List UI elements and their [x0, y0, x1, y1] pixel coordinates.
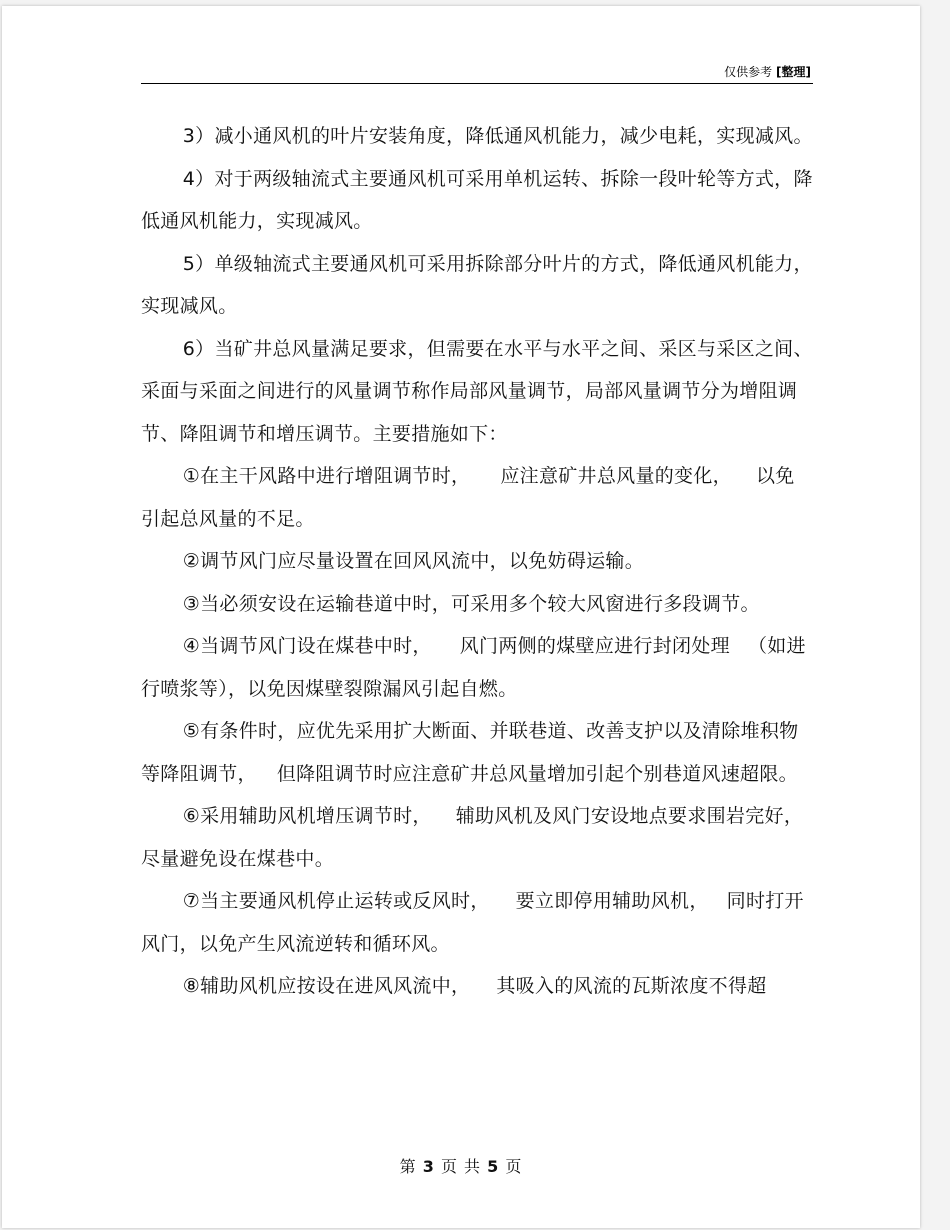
measure-5	[141, 710, 813, 795]
footer-page-number: 3	[422, 1157, 435, 1176]
measure-2	[141, 540, 813, 583]
header-bracket: [整理]	[776, 65, 811, 79]
measure-8-part-2: 其吸入的风流的瓦斯浓度不得超	[496, 975, 767, 997]
measure-4-part-1: ④当调节风门设在煤巷中时，	[182, 635, 432, 657]
measure-7-part-2: 要立即停用辅助风机，	[515, 890, 709, 912]
measure-5-part-2: 但降阻调节时应注意矿井总风量增加引起个别巷道风速超限。	[276, 762, 798, 785]
measure-6-part-1: ⑥采用辅助风机增压调节时，	[182, 805, 432, 827]
measure-1	[141, 455, 813, 540]
measure-2-text: ②调节风门应尽量设置在回风风流中，以免妨碍运输。	[182, 550, 645, 572]
measure-4-part-3: （如进行喷浆等），以免因煤壁裂隙漏风引起自燃。	[141, 635, 806, 700]
footer-total-label: 共	[464, 1157, 482, 1176]
measure-3	[141, 583, 813, 626]
measure-1-part-3: 以免引起总风量的不足。	[141, 465, 795, 530]
measure-1-part-1: ①在主干风路中进行增阻调节时，	[182, 465, 471, 487]
header-text	[724, 63, 811, 80]
paragraph-5: 5）单级轴流式主要通风机可采用拆除部分叶片的方式，降低通风机能力，实现减风。	[141, 252, 813, 317]
measure-3-text: ③当必须安设在运输巷道中时，可采用多个较大风窗进行多段调节。	[182, 592, 760, 615]
document-page	[2, 6, 920, 1228]
footer-page-unit: 页	[440, 1157, 458, 1176]
page-footer	[2, 1154, 920, 1177]
footer-total-unit: 页	[505, 1157, 523, 1176]
measure-4	[141, 625, 813, 710]
measure-1-part-2: 应注意矿井总风量的变化，	[500, 465, 732, 487]
measure-4-part-2: 风门两侧的煤壁应进行封闭处理	[459, 635, 730, 657]
page-header	[141, 56, 813, 84]
measure-8-part-1: ⑧辅助风机应按设在进风风流中，	[182, 975, 471, 997]
paragraph-4: 4）对于两级轴流式主要通风机可采用单机运转、拆除一段叶轮等方式，降低通风机能力，实现减风。	[141, 167, 813, 232]
footer-page-label: 第	[399, 1157, 417, 1176]
measure-6	[141, 795, 813, 880]
document-body	[141, 115, 813, 1008]
measure-7	[141, 880, 813, 965]
measure-8	[141, 965, 813, 1008]
measure-7-part-3: 同时打开风门，以免产生风流逆转和循环风。	[141, 890, 804, 955]
paragraph-6: 6）当矿井总风量满足要求，但需要在水平与水平之间、采区与采区之间、采面与采面之间进行的风量调节称作局部风量调节，局部风量调节分为增阻调节、降阻调节和增压调节。主要措施如下：	[141, 337, 813, 445]
paragraph-3: 3）减小通风机的叶片安装角度，降低通风机能力，减少电耗，实现减风。	[182, 125, 813, 147]
measure-7-part-1: ⑦当主要通风机停止运转或反风时，	[182, 890, 490, 912]
header-label: 仅供参考	[724, 65, 773, 79]
measure-5-part-1: ⑤有条件时，应优先采用扩大断面、并联巷道、改善支护以及清除堆积物等降阻调节，	[141, 720, 799, 785]
measure-6-part-2: 辅助风机及风门安设地点要求围岩完好，尽量避免设在煤巷中。	[141, 805, 804, 870]
footer-total-pages: 5	[487, 1157, 500, 1176]
